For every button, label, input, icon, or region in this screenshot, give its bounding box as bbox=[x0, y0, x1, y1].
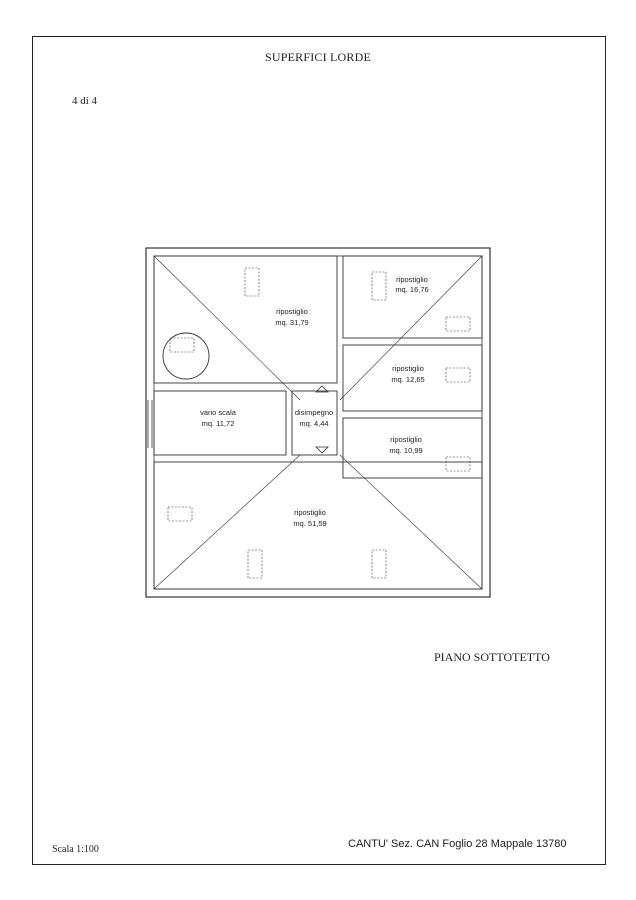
room-name-r1: ripostiglio bbox=[276, 307, 308, 316]
room-name-r3: ripostiglio bbox=[392, 364, 424, 373]
room-area-r5: mq. 51,59 bbox=[293, 519, 327, 528]
room-area-r3: mq. 12,65 bbox=[391, 375, 425, 384]
room-area-r1: mq. 31,79 bbox=[275, 318, 309, 327]
room-name-r7: disimpegno bbox=[294, 408, 334, 417]
room-area-r2: mq. 16,76 bbox=[395, 285, 429, 294]
sheet-title: SUPERFICI LORDE bbox=[264, 50, 371, 64]
room-labels bbox=[200, 275, 429, 528]
room-area-r6: mq. 11,72 bbox=[201, 419, 235, 428]
scale-label: Scala 1:100 bbox=[52, 844, 99, 855]
room-name-r2: ripostiglio bbox=[396, 275, 428, 284]
arrow-down-marker bbox=[316, 447, 328, 453]
room-name-r6: vano scala bbox=[200, 408, 236, 417]
room-area-r4: mq. 10,99 bbox=[389, 446, 423, 455]
room-name-r4: ripostiglio bbox=[390, 435, 422, 444]
room-area-r7: mq. 4,44 bbox=[299, 419, 329, 428]
cadastre-reference: CANTU' Sez. CAN Foglio 28 Mappale 13780 bbox=[348, 838, 567, 850]
floor-name: PIANO SOTTOTETTO bbox=[434, 650, 550, 664]
page-number: 4 di 4 bbox=[72, 95, 98, 107]
room-name-r5: ripostiglio bbox=[294, 508, 326, 517]
stair-rail bbox=[148, 400, 152, 448]
